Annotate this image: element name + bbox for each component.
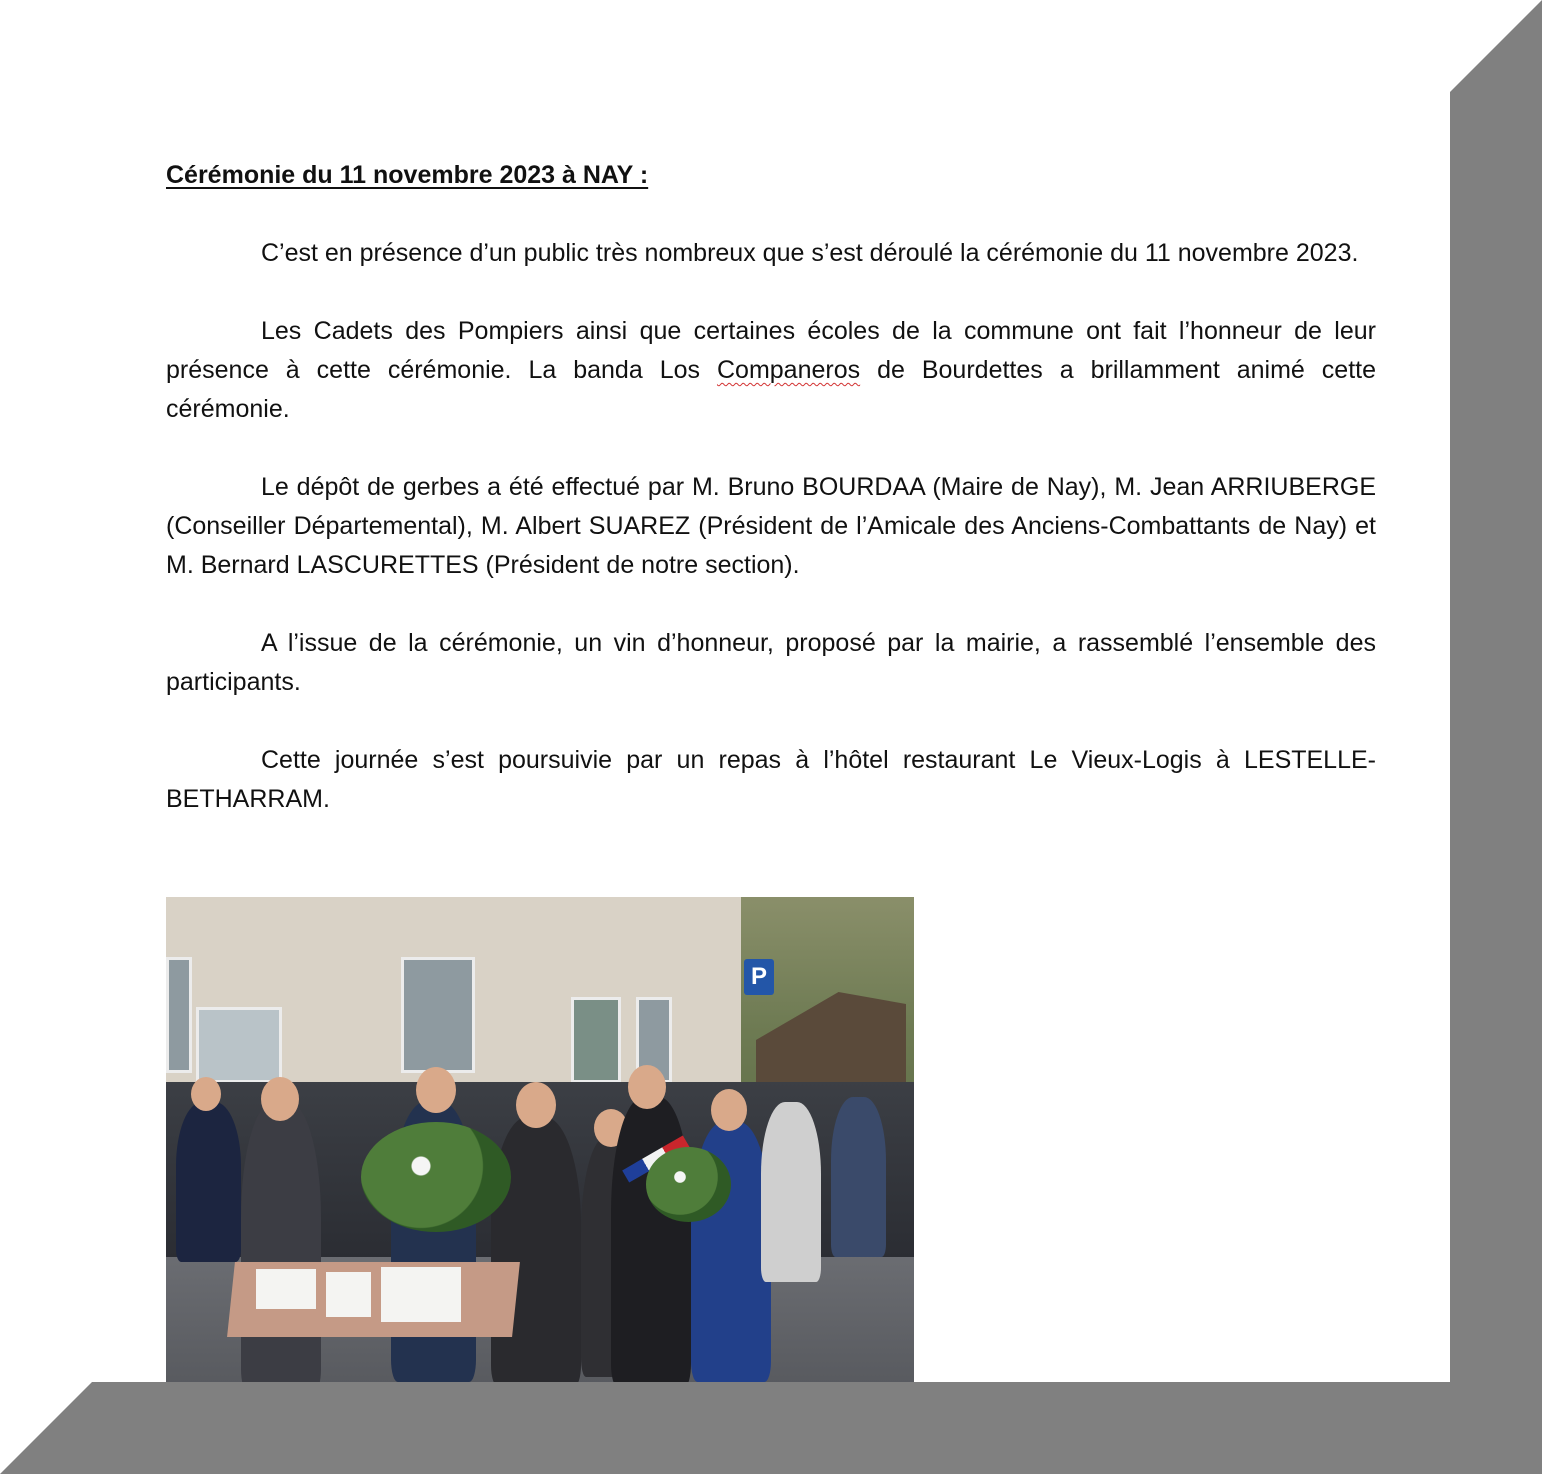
- building-window: [401, 957, 475, 1073]
- person-head: [416, 1067, 456, 1113]
- paper-sheet: [381, 1267, 461, 1322]
- paragraph-5: Cette journée s’est poursuivie par un repas à l’hôtel restaurant Le Vieux-Logis à LESTELLE-BETHARRAM.: [166, 746, 1376, 813]
- person-spectator: [761, 1102, 821, 1282]
- atm-kiosk: [196, 1007, 282, 1083]
- paragraph-1: C’est en présence d’un public très nombreux que s’est déroulé la cérémonie du 11 novembre 2023.: [261, 239, 1359, 267]
- person-head: [711, 1089, 747, 1131]
- flower-bouquet: [646, 1147, 731, 1222]
- ceremony-photo[interactable]: [166, 897, 914, 1406]
- person-head: [516, 1082, 556, 1128]
- person-head: [191, 1077, 221, 1111]
- paragraph-2-start: Les Cadets des Pompiers ainsi que certaines écoles de la commune ont fait l’honneur de leur présence à cette cérémonie. La banda Los: [166, 317, 1376, 384]
- document-title: Cérémonie du 11 novembre 2023 à NAY :: [166, 161, 649, 189]
- person-spectator: [831, 1097, 886, 1257]
- paragraph-3: Le dépôt de gerbes a été effectué par M. Bruno BOURDAA (Maire de Nay), M. Jean ARRIUBERGE (Conseiller Départemental), M. Albert SUAREZ (Président de l’Amicale des Anciens-Combattants de Nay) et M. Bernard LASCURETTES (Président de notre section).: [166, 473, 1376, 579]
- paragraph-2: [166, 312, 1376, 429]
- page-shadow-right: [1450, 0, 1542, 1474]
- paper-sheet: [326, 1272, 371, 1317]
- building-window: [166, 957, 192, 1073]
- paragraph-4: A l’issue de la cérémonie, un vin d’honneur, proposé par la mairie, a rassemblé l’ensemble des participants.: [166, 629, 1376, 696]
- person-head: [628, 1065, 666, 1109]
- spellcheck-flagged-word[interactable]: Companeros: [716, 356, 861, 384]
- parking-sign: P: [744, 959, 774, 995]
- building-door: [571, 997, 621, 1083]
- document-body: [166, 155, 1376, 858]
- person-dignitary: [241, 1102, 321, 1392]
- paper-sheet: [256, 1269, 316, 1309]
- paragraph-2-end: de Bourdettes a brillamment animé cette cérémonie.: [166, 356, 1376, 423]
- page-shadow-bottom: [0, 1382, 1542, 1474]
- wreath-bouquet: [361, 1122, 511, 1232]
- person-firefighter: [176, 1102, 241, 1262]
- person-head: [261, 1077, 299, 1121]
